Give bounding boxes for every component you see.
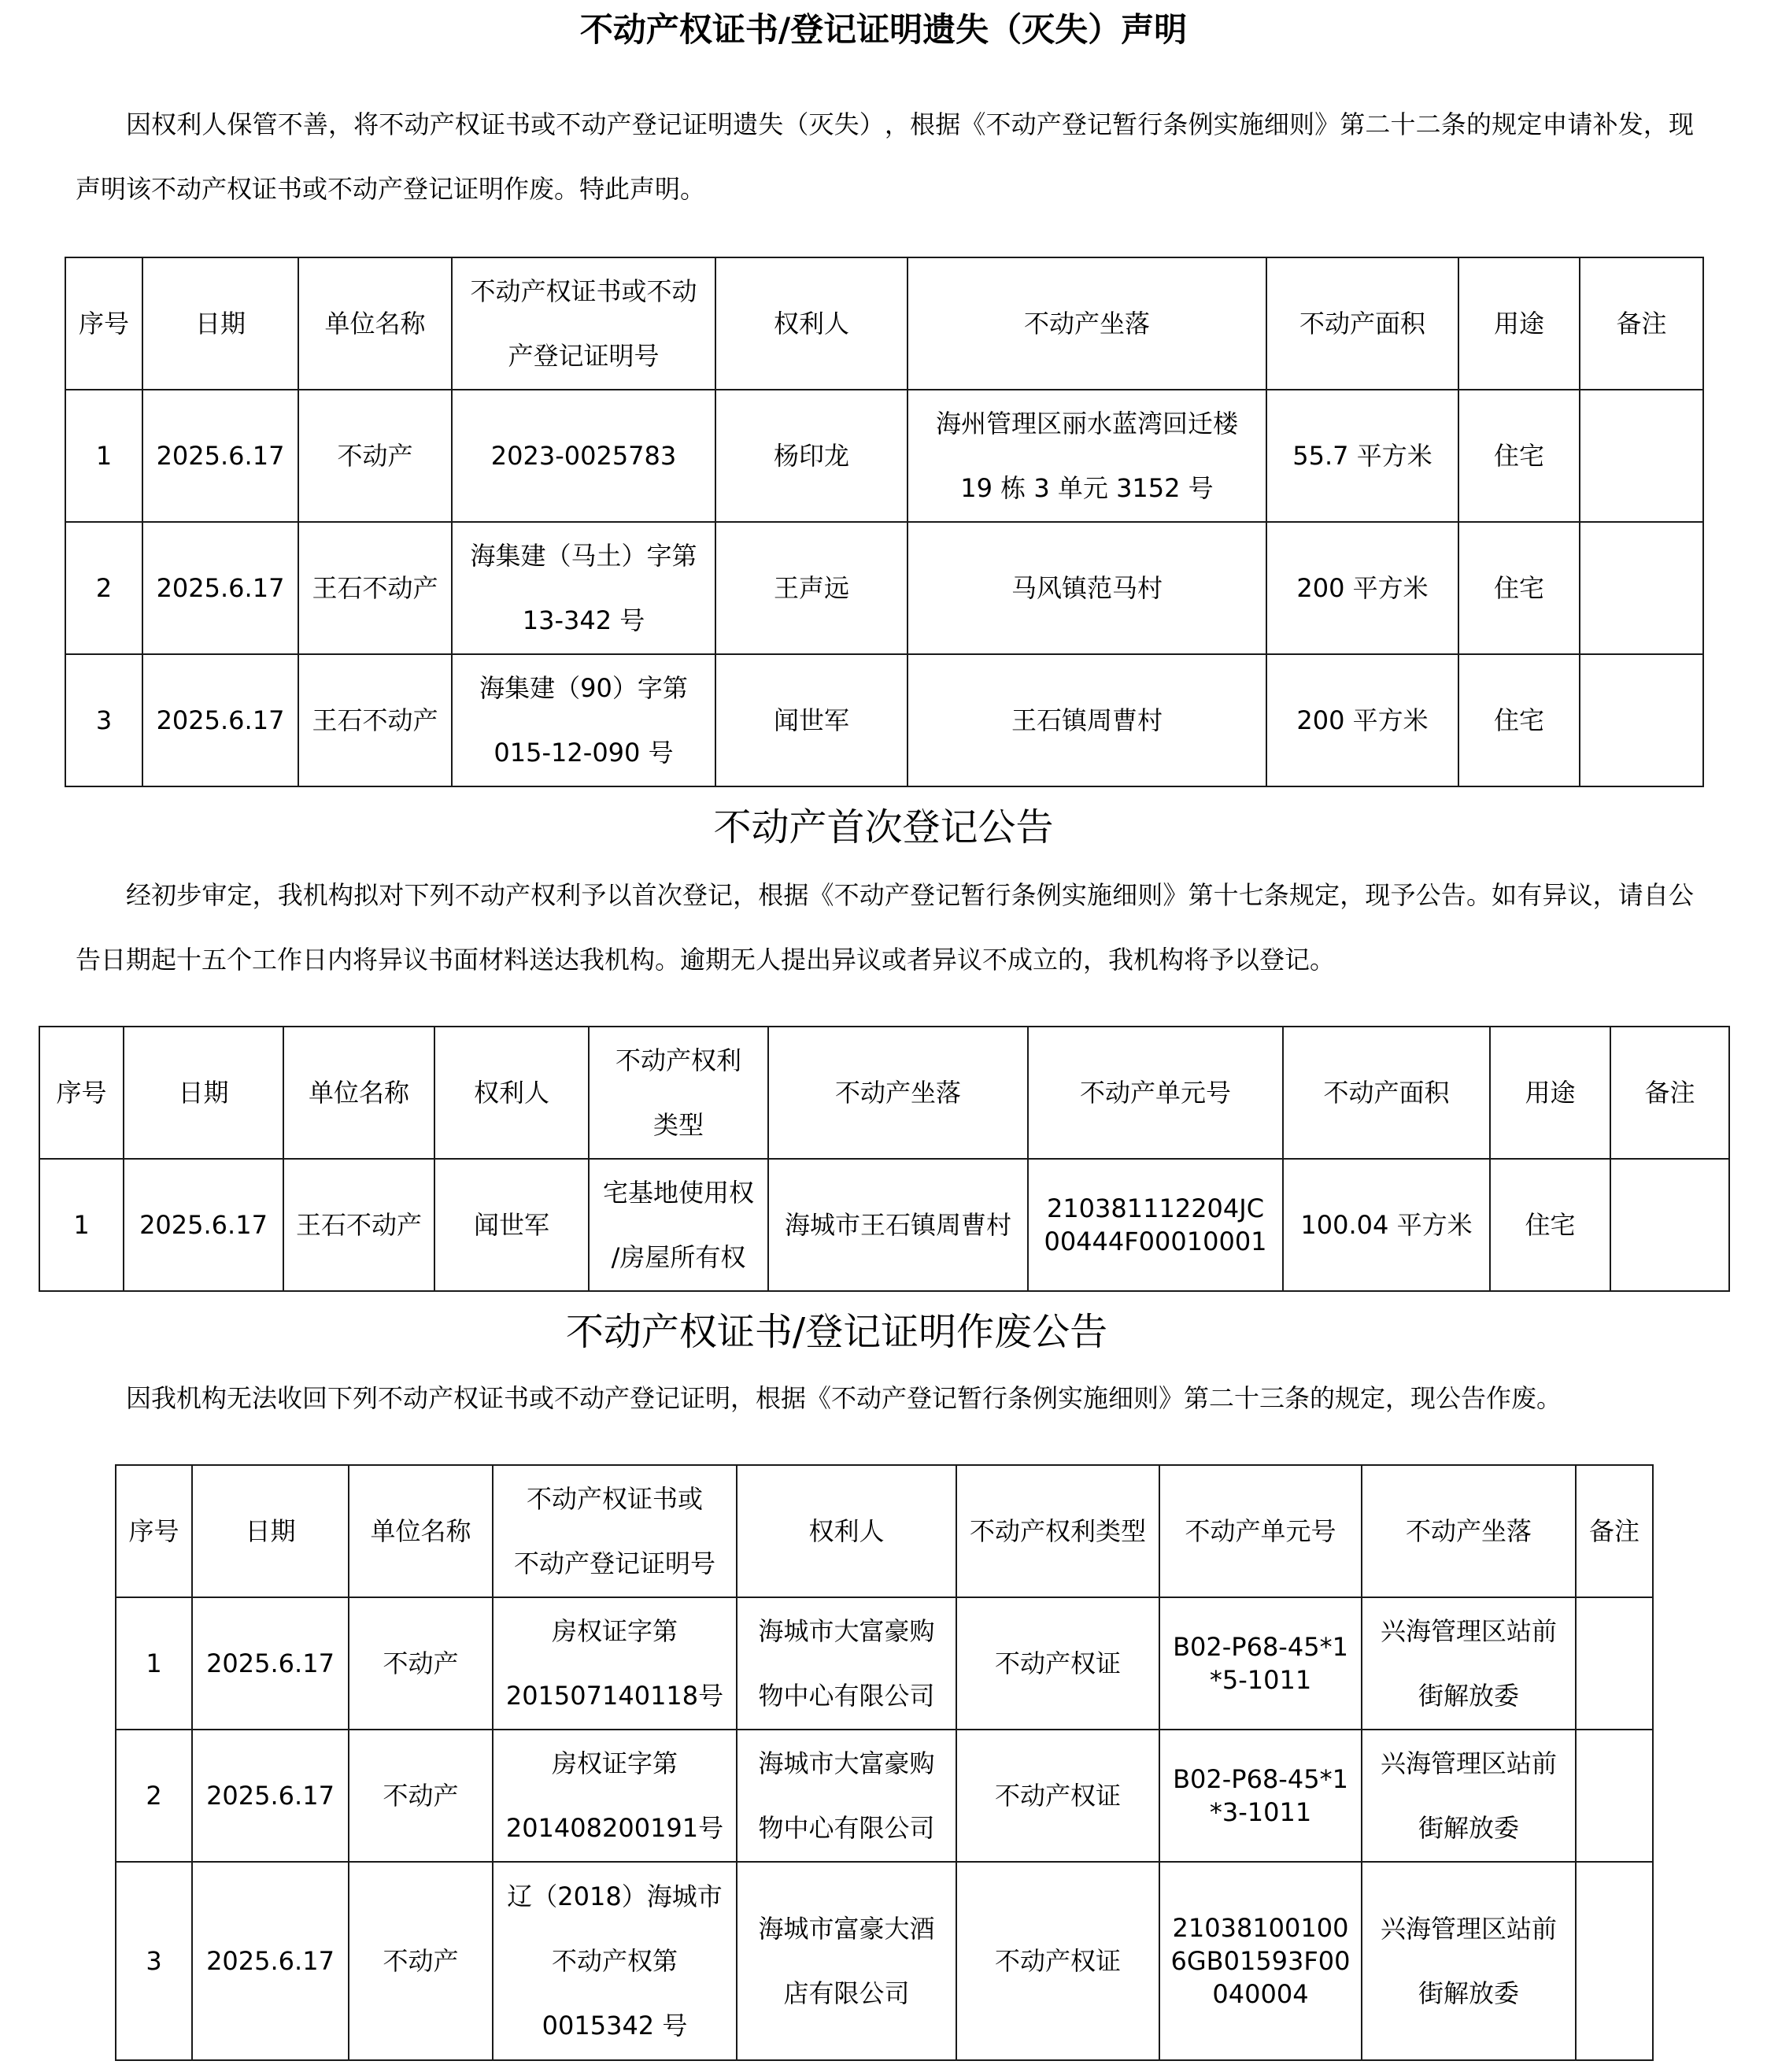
- table-row: [65, 522, 1703, 654]
- table-body: [116, 1597, 1653, 2060]
- header-area: 不动产面积: [1266, 257, 1458, 390]
- cell-date: 2025.6.17: [142, 390, 298, 522]
- cell-owner: 海城市富豪大酒 店有限公司: [737, 1862, 956, 2060]
- cell-location: 兴海管理区站前 街解放委: [1362, 1862, 1576, 2060]
- header-seq: 序号: [116, 1465, 192, 1597]
- cell-certificate-no: 房权证字第 201408200191号: [493, 1730, 737, 1862]
- header-certificate-no: 不动产权证书或不动 产登记证明号: [452, 257, 715, 390]
- header-remark: 备注: [1580, 257, 1703, 390]
- cell-date: 2025.6.17: [142, 522, 298, 654]
- cell-owner: 闻世军: [715, 654, 908, 786]
- cell-date: 2025.6.17: [124, 1159, 283, 1291]
- cell-remark: [1580, 390, 1703, 522]
- header-location: 不动产坐落: [768, 1027, 1028, 1159]
- header-remark: 备注: [1610, 1027, 1729, 1159]
- cell-seq: 3: [116, 1862, 192, 2060]
- cell-area: 200 平方米: [1266, 654, 1458, 786]
- cell-certificate-no: 海集建（90）字第 015-12-090 号: [452, 654, 715, 786]
- cell-usage: 住宅: [1490, 1159, 1610, 1291]
- header-usage: 用途: [1458, 257, 1580, 390]
- header-owner: 权利人: [434, 1027, 589, 1159]
- table-row: [116, 1597, 1653, 1730]
- cell-remark: [1580, 522, 1703, 654]
- header-unit-no: 不动产单元号: [1159, 1465, 1362, 1597]
- cell-right-type: 宅基地使用权 /房屋所有权: [589, 1159, 768, 1291]
- cell-date: 2025.6.17: [142, 654, 298, 786]
- cell-owner: 闻世军: [434, 1159, 589, 1291]
- cell-certificate-no: 房权证字第 201507140118号: [493, 1597, 737, 1730]
- table-body: [39, 1159, 1729, 1291]
- cell-location: 王石镇周曹村: [908, 654, 1266, 786]
- cell-location: 海州管理区丽水蓝湾回迁楼 19 栋 3 单元 3152 号: [908, 390, 1266, 522]
- cell-date: 2025.6.17: [192, 1862, 349, 2060]
- first-registration-paragraph: 经初步审定，我机构拟对下列不动产权利予以首次登记，根据《不动产登记暂行条例实施细则》第十七条规定，现予公告。如有异议，请自公告日期起十五个工作日内将异议书面材料送达我机构。逾期无人提出异议或者异议不成立的，我机构将予以登记。: [76, 880, 1694, 975]
- cell-area: 100.04 平方米: [1283, 1159, 1490, 1291]
- first-registration-table: [39, 1026, 1730, 1292]
- cell-unit-no: 210381112204JC 00444F00010001: [1028, 1159, 1283, 1291]
- cell-seq: 1: [65, 390, 142, 522]
- cell-usage: 住宅: [1458, 522, 1580, 654]
- header-seq: 序号: [39, 1027, 124, 1159]
- cell-unit-name: 王石不动产: [283, 1159, 434, 1291]
- lost-certificate-table: [65, 257, 1704, 787]
- cell-unit-name: 王石不动产: [298, 522, 452, 654]
- table-row: [116, 1730, 1653, 1862]
- cell-seq: 1: [39, 1159, 124, 1291]
- cell-right-type: 不动产权证: [956, 1597, 1159, 1730]
- table-row: [39, 1159, 1729, 1291]
- cell-date: 2025.6.17: [192, 1597, 349, 1730]
- header-row: [116, 1465, 1653, 1597]
- cell-remark: [1610, 1159, 1729, 1291]
- header-area: 不动产面积: [1283, 1027, 1490, 1159]
- cell-seq: 3: [65, 654, 142, 786]
- cell-location: 马风镇范马村: [908, 522, 1266, 654]
- cell-seq: 2: [116, 1730, 192, 1862]
- header-row: [65, 257, 1703, 390]
- cell-seq: 2: [65, 522, 142, 654]
- cell-unit-no: B02-P68-45*1 *3-1011: [1159, 1730, 1362, 1862]
- cell-unit-name: 不动产: [349, 1862, 493, 2060]
- cell-right-type: 不动产权证: [956, 1730, 1159, 1862]
- header-location: 不动产坐落: [1362, 1465, 1576, 1597]
- table-body: [65, 390, 1703, 786]
- void-notice-title: 不动产权证书/登记证明作废公告: [565, 1310, 1108, 1354]
- cell-area: 200 平方米: [1266, 522, 1458, 654]
- header-date: 日期: [124, 1027, 283, 1159]
- cell-location: 兴海管理区站前 街解放委: [1362, 1730, 1576, 1862]
- header-owner: 权利人: [715, 257, 908, 390]
- cell-unit-name: 不动产: [298, 390, 452, 522]
- cell-location: 海城市王石镇周曹村: [768, 1159, 1028, 1291]
- cell-seq: 1: [116, 1597, 192, 1730]
- lost-notice-paragraph: 因权利人保管不善，将不动产权证书或不动产登记证明遗失（灭失），根据《不动产登记暂行条例实施细则》第二十二条的规定申请补发，现声明该不动产权证书或不动产登记证明作废。特此声明。: [76, 109, 1694, 204]
- cell-remark: [1576, 1862, 1653, 2060]
- cell-owner: 海城市大富豪购 物中心有限公司: [737, 1597, 956, 1730]
- cell-usage: 住宅: [1458, 654, 1580, 786]
- cell-date: 2025.6.17: [192, 1730, 349, 1862]
- header-unit-name: 单位名称: [283, 1027, 434, 1159]
- cell-remark: [1576, 1730, 1653, 1862]
- header-owner: 权利人: [737, 1465, 956, 1597]
- cell-unit-name: 王石不动产: [298, 654, 452, 786]
- table-header: [65, 257, 1703, 390]
- void-notice-paragraph: 因我机构无法收回下列不动产权证书或不动产登记证明，根据《不动产登记暂行条例实施细则》第二十三条的规定，现公告作废。: [126, 1383, 1562, 1413]
- cell-location: 兴海管理区站前 街解放委: [1362, 1597, 1576, 1730]
- first-registration-title: 不动产首次登记公告: [713, 805, 1054, 849]
- cell-usage: 住宅: [1458, 390, 1580, 522]
- cell-certificate-no: 海集建（马土）字第 13-342 号: [452, 522, 715, 654]
- lost-notice-title: 不动产权证书/登记证明遗失（灭失）声明: [579, 10, 1188, 49]
- header-seq: 序号: [65, 257, 142, 390]
- cell-unit-no: 21038100100 6GB01593F00 040004: [1159, 1862, 1362, 2060]
- header-right-type: 不动产权利 类型: [589, 1027, 768, 1159]
- cell-unit-name: 不动产: [349, 1597, 493, 1730]
- table-header: [116, 1465, 1653, 1597]
- table-row: [65, 654, 1703, 786]
- header-unit-name: 单位名称: [349, 1465, 493, 1597]
- header-date: 日期: [142, 257, 298, 390]
- cell-certificate-no: 辽（2018）海城市 不动产权第 0015342 号: [493, 1862, 737, 2060]
- cell-right-type: 不动产权证: [956, 1862, 1159, 2060]
- table-header: [39, 1027, 1729, 1159]
- cell-area: 55.7 平方米: [1266, 390, 1458, 522]
- cell-owner: 杨印龙: [715, 390, 908, 522]
- cell-certificate-no: 2023-0025783: [452, 390, 715, 522]
- cell-unit-no: B02-P68-45*1 *5-1011: [1159, 1597, 1362, 1730]
- cell-remark: [1580, 654, 1703, 786]
- header-right-type: 不动产权利类型: [956, 1465, 1159, 1597]
- header-remark: 备注: [1576, 1465, 1653, 1597]
- cell-owner: 海城市大富豪购 物中心有限公司: [737, 1730, 956, 1862]
- header-unit-no: 不动产单元号: [1028, 1027, 1283, 1159]
- cell-remark: [1576, 1597, 1653, 1730]
- table-row: [116, 1862, 1653, 2060]
- cell-owner: 王声远: [715, 522, 908, 654]
- header-certificate-no: 不动产权证书或 不动产登记证明号: [493, 1465, 737, 1597]
- header-location: 不动产坐落: [908, 257, 1266, 390]
- void-certificate-table: [115, 1464, 1654, 2061]
- header-unit-name: 单位名称: [298, 257, 452, 390]
- cell-unit-name: 不动产: [349, 1730, 493, 1862]
- header-usage: 用途: [1490, 1027, 1610, 1159]
- header-date: 日期: [192, 1465, 349, 1597]
- table-row: [65, 390, 1703, 522]
- header-row: [39, 1027, 1729, 1159]
